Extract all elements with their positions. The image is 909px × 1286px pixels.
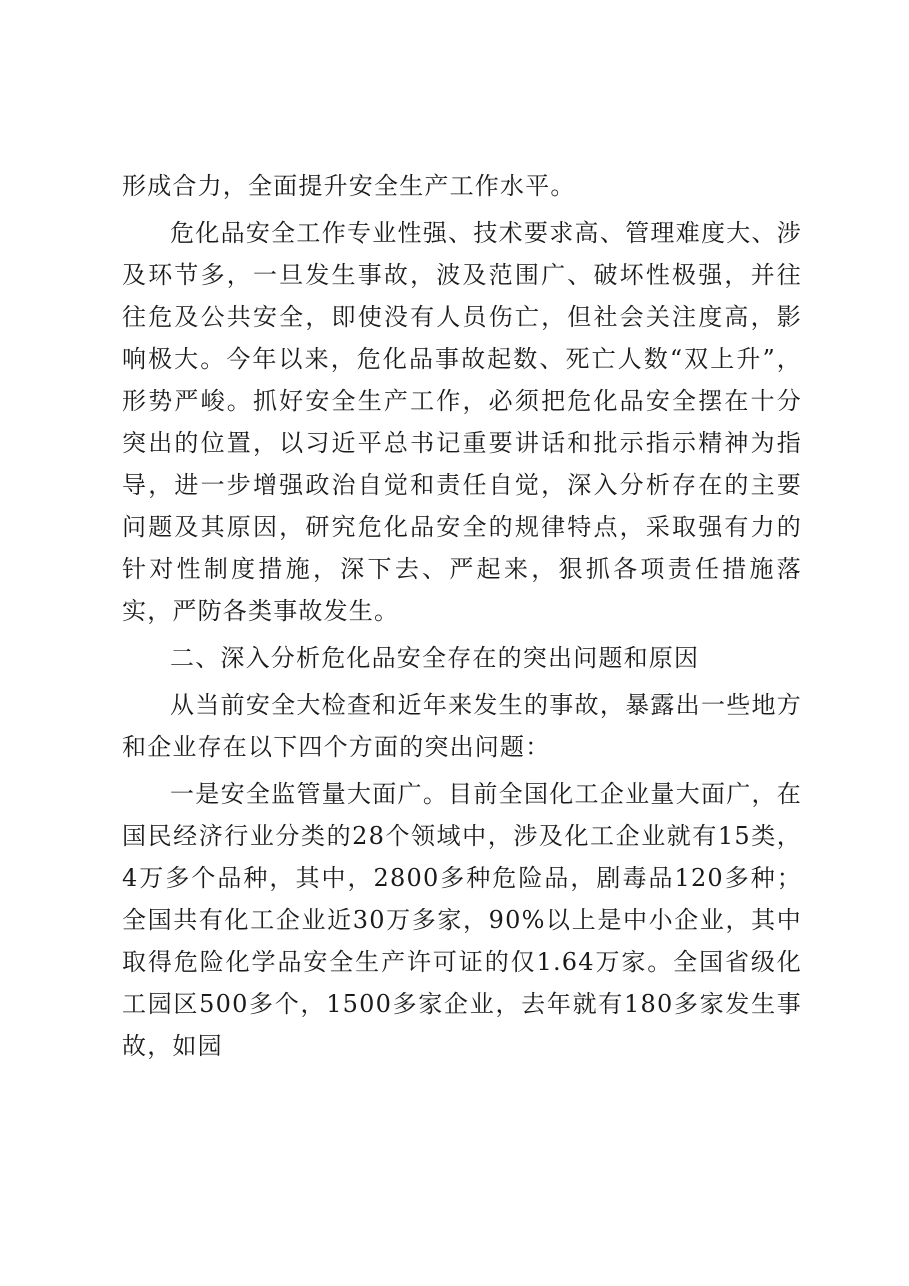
paragraph-continuation: 形成合力，全面提升安全生产工作水平。 — [122, 172, 576, 200]
paragraph-problem-one: 一是安全监管量大面广。目前全国化工企业量大面广，在国民经济行业分类的28个领域中，涉及化工企业就有15类，4万多个品种，其中，2800多种危险品，剧毒品120多种；全国共有化工企业近30万多家，90%以上是中小企业，其中取得危险化学品安全生产许可证的仅1.64万家。全国省级化工园区500多个，1500多家企业，去年就有180多家发生事故，如园 — [122, 780, 802, 1060]
paragraph-problems-intro: 从当前安全大检查和近年来发生的事故，暴露出一些地方和企业存在以下四个方面的突出问题： — [122, 691, 802, 761]
document-body — [122, 165, 802, 1072]
paragraph-hazardous-chemicals-overview: 危化品安全工作专业性强、技术要求高、管理难度大、涉及环节多，一旦发生事故，波及范围广、破坏性极强，并往往危及公共安全，即使没有人员伤亡，但社会关注度高，影响极大。今年以来，危化品事故起数、死亡人数“双上升”，形势严峻。抓好安全生产工作，必须把危化品安全摆在十分突出的位置，以习近平总书记重要讲话和批示指示精神为指导，进一步增强政治自觉和责任自觉，深入分析存在的主要问题及其原因，研究危化品安全的规律特点，采取强有力的针对性制度措施，深下去、严起来，狠抓各项责任措施落实，严防各类事故发生。 — [122, 219, 802, 625]
section-heading-2: 二、深入分析危化品安全存在的突出问题和原因 — [170, 644, 700, 672]
